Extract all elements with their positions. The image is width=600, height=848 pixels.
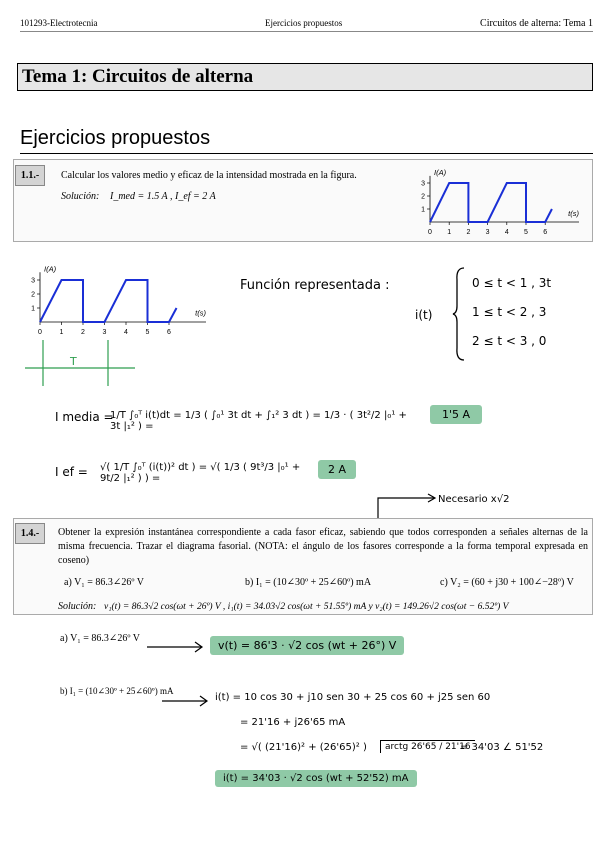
work-a-result: v(t) = 86'3 · √2 cos (wt + 26°) V	[210, 636, 404, 655]
x-tick-label: 3	[485, 229, 490, 236]
header-left: 101293-Electrotecnia	[20, 18, 98, 28]
function-heading: Función representada :	[240, 278, 390, 293]
exercise-1-1-statement: Calcular los valores medio y eficaz de la intensidad mostrada en la figura.	[61, 170, 357, 181]
section-rule	[20, 153, 593, 154]
exercise-1-1-figure	[418, 168, 583, 238]
solution-figure	[30, 260, 210, 350]
x-tick-label: 0	[38, 329, 42, 336]
x-tick-label: 3	[102, 329, 107, 336]
x-tick-label: 2	[466, 229, 471, 236]
y-tick-label: 3	[31, 277, 35, 285]
header-center: Ejercicios propuestos	[265, 18, 343, 28]
chapter-title: Tema 1: Circuitos de alterna	[22, 66, 254, 87]
exercise-1-4-solution-label: Solución:	[58, 601, 97, 612]
x-axis-label: t(s)	[195, 308, 206, 318]
arrow-b-icon	[160, 694, 210, 708]
piece-3: 2 ≤ t < 3 , 0	[472, 334, 547, 348]
y-tick-label: 3	[421, 180, 425, 188]
work-b-line-1: i(t) = 10 cos 30 + j10 sen 30 + 25 cos 60 + j25 sen 60	[215, 692, 491, 703]
x-axis-label: t(s)	[568, 209, 579, 219]
work-a-label: a) V₁ = 86.3∠26º V	[60, 633, 140, 644]
y-axis-label: I(A)	[434, 168, 447, 177]
chapter-title-box	[17, 63, 593, 91]
x-tick-label: 1	[59, 329, 64, 336]
exercise-1-4-item-a: a) V₁ = 86.3∠26º V	[64, 577, 144, 588]
work-b-line-2: = 21'16 + j26'65 mA	[240, 717, 346, 728]
y-axis-label: I(A)	[44, 264, 57, 274]
exercise-1-1-number: 1.1.-	[15, 165, 45, 186]
x-tick-label: 2	[81, 329, 85, 336]
period-marker	[25, 340, 135, 388]
brace-icon	[452, 266, 466, 362]
y-tick-label: 2	[31, 291, 35, 299]
ief-lhs: I ef =	[55, 465, 88, 479]
header-right: Circuitos de alterna: Tema 1	[480, 18, 593, 29]
imedia-lhs: I media =	[55, 410, 114, 424]
y-tick-label: 2	[421, 193, 425, 201]
header-rule	[20, 31, 593, 32]
y-tick-label: 1	[31, 305, 35, 313]
y-tick-label: 1	[421, 206, 425, 214]
imedia-expression: 1/T ∫₀ᵀ i(t)dt = 1/3 ( ∫₀¹ 3t dt + ∫₁² 3 dt ) = 1/3 · ( 3t²/2 |₀¹ + 3t |₁² ) =	[110, 410, 407, 432]
work-b-angle: = 34'03 ∠ 51'52	[460, 742, 544, 753]
imedia-result: 1'5 A	[430, 405, 482, 424]
work-b-result: i(t) = 34'03 · √2 cos (wt + 52'52) mA	[215, 770, 417, 787]
exercise-1-1-solution-value: I_med = 1.5 A , I_ef = 2 A	[110, 191, 216, 202]
x-tick-label: 1	[447, 229, 452, 236]
arrow-a-icon	[145, 640, 205, 654]
piece-1: 0 ≤ t < 1 , 3t	[472, 276, 552, 290]
necesario-note: Necesario x√2	[438, 494, 510, 505]
section-title: Ejercicios propuestos	[20, 127, 211, 149]
x-tick-label: 4	[124, 329, 128, 336]
work-b-label: b) I₁ = (10∠30º + 25∠60º) mA	[60, 686, 174, 696]
exercise-1-4-number: 1.4.-	[15, 523, 45, 544]
current-waveform	[430, 183, 552, 222]
x-tick-label: 4	[504, 229, 509, 236]
current-waveform	[40, 280, 177, 322]
x-tick-label: 6	[543, 229, 548, 236]
exercise-1-4-item-c: c) V₂ = (60 + j30 + 100∠−28º) V	[440, 577, 574, 588]
exercise-1-4-statement: Obtener la expresión instantánea correspondiente a cada fasor eficaz, sabiendo que todos corresponden a señales alternas de la misma frecuencia. Trazar el diagrama fasorial. (NOTA: el ángulo de los fasores corresponde a la forma temporal expresada en coseno)	[58, 527, 588, 566]
function-name: i(t)	[415, 308, 433, 322]
ief-result: 2 A	[318, 460, 356, 479]
period-label: T	[70, 355, 77, 368]
x-tick-label: 5	[524, 229, 528, 236]
ief-expression: √( 1/T ∫₀ᵀ (i(t))² dt ) = √( 1/3 ( 9t³/3 |₀¹ + 9t/2 |₁² ) ) =	[100, 462, 301, 484]
exercise-1-4-solution-value: v₁(t) = 86.3√2 cos(ωt + 26º) V , i₁(t) = 34.03√2 cos(ωt + 51.55º) mA y v₂(t) = 149.26√2 cos(ωt − 6.52º) V	[104, 602, 509, 612]
x-tick-label: 6	[167, 329, 171, 336]
x-tick-label: 0	[428, 229, 432, 236]
exercise-1-4-item-b: b) I₁ = (10∠30º + 25∠60º) mA	[245, 577, 372, 588]
work-b-arctg: arctg 26'65 / 21'16	[380, 740, 475, 753]
work-b-line-3: = √( (21'16)² + (26'65)² )	[240, 742, 367, 753]
x-tick-label: 5	[145, 329, 150, 336]
exercise-1-1-solution-label: Solución:	[61, 191, 100, 202]
piece-2: 1 ≤ t < 2 , 3	[472, 305, 547, 319]
